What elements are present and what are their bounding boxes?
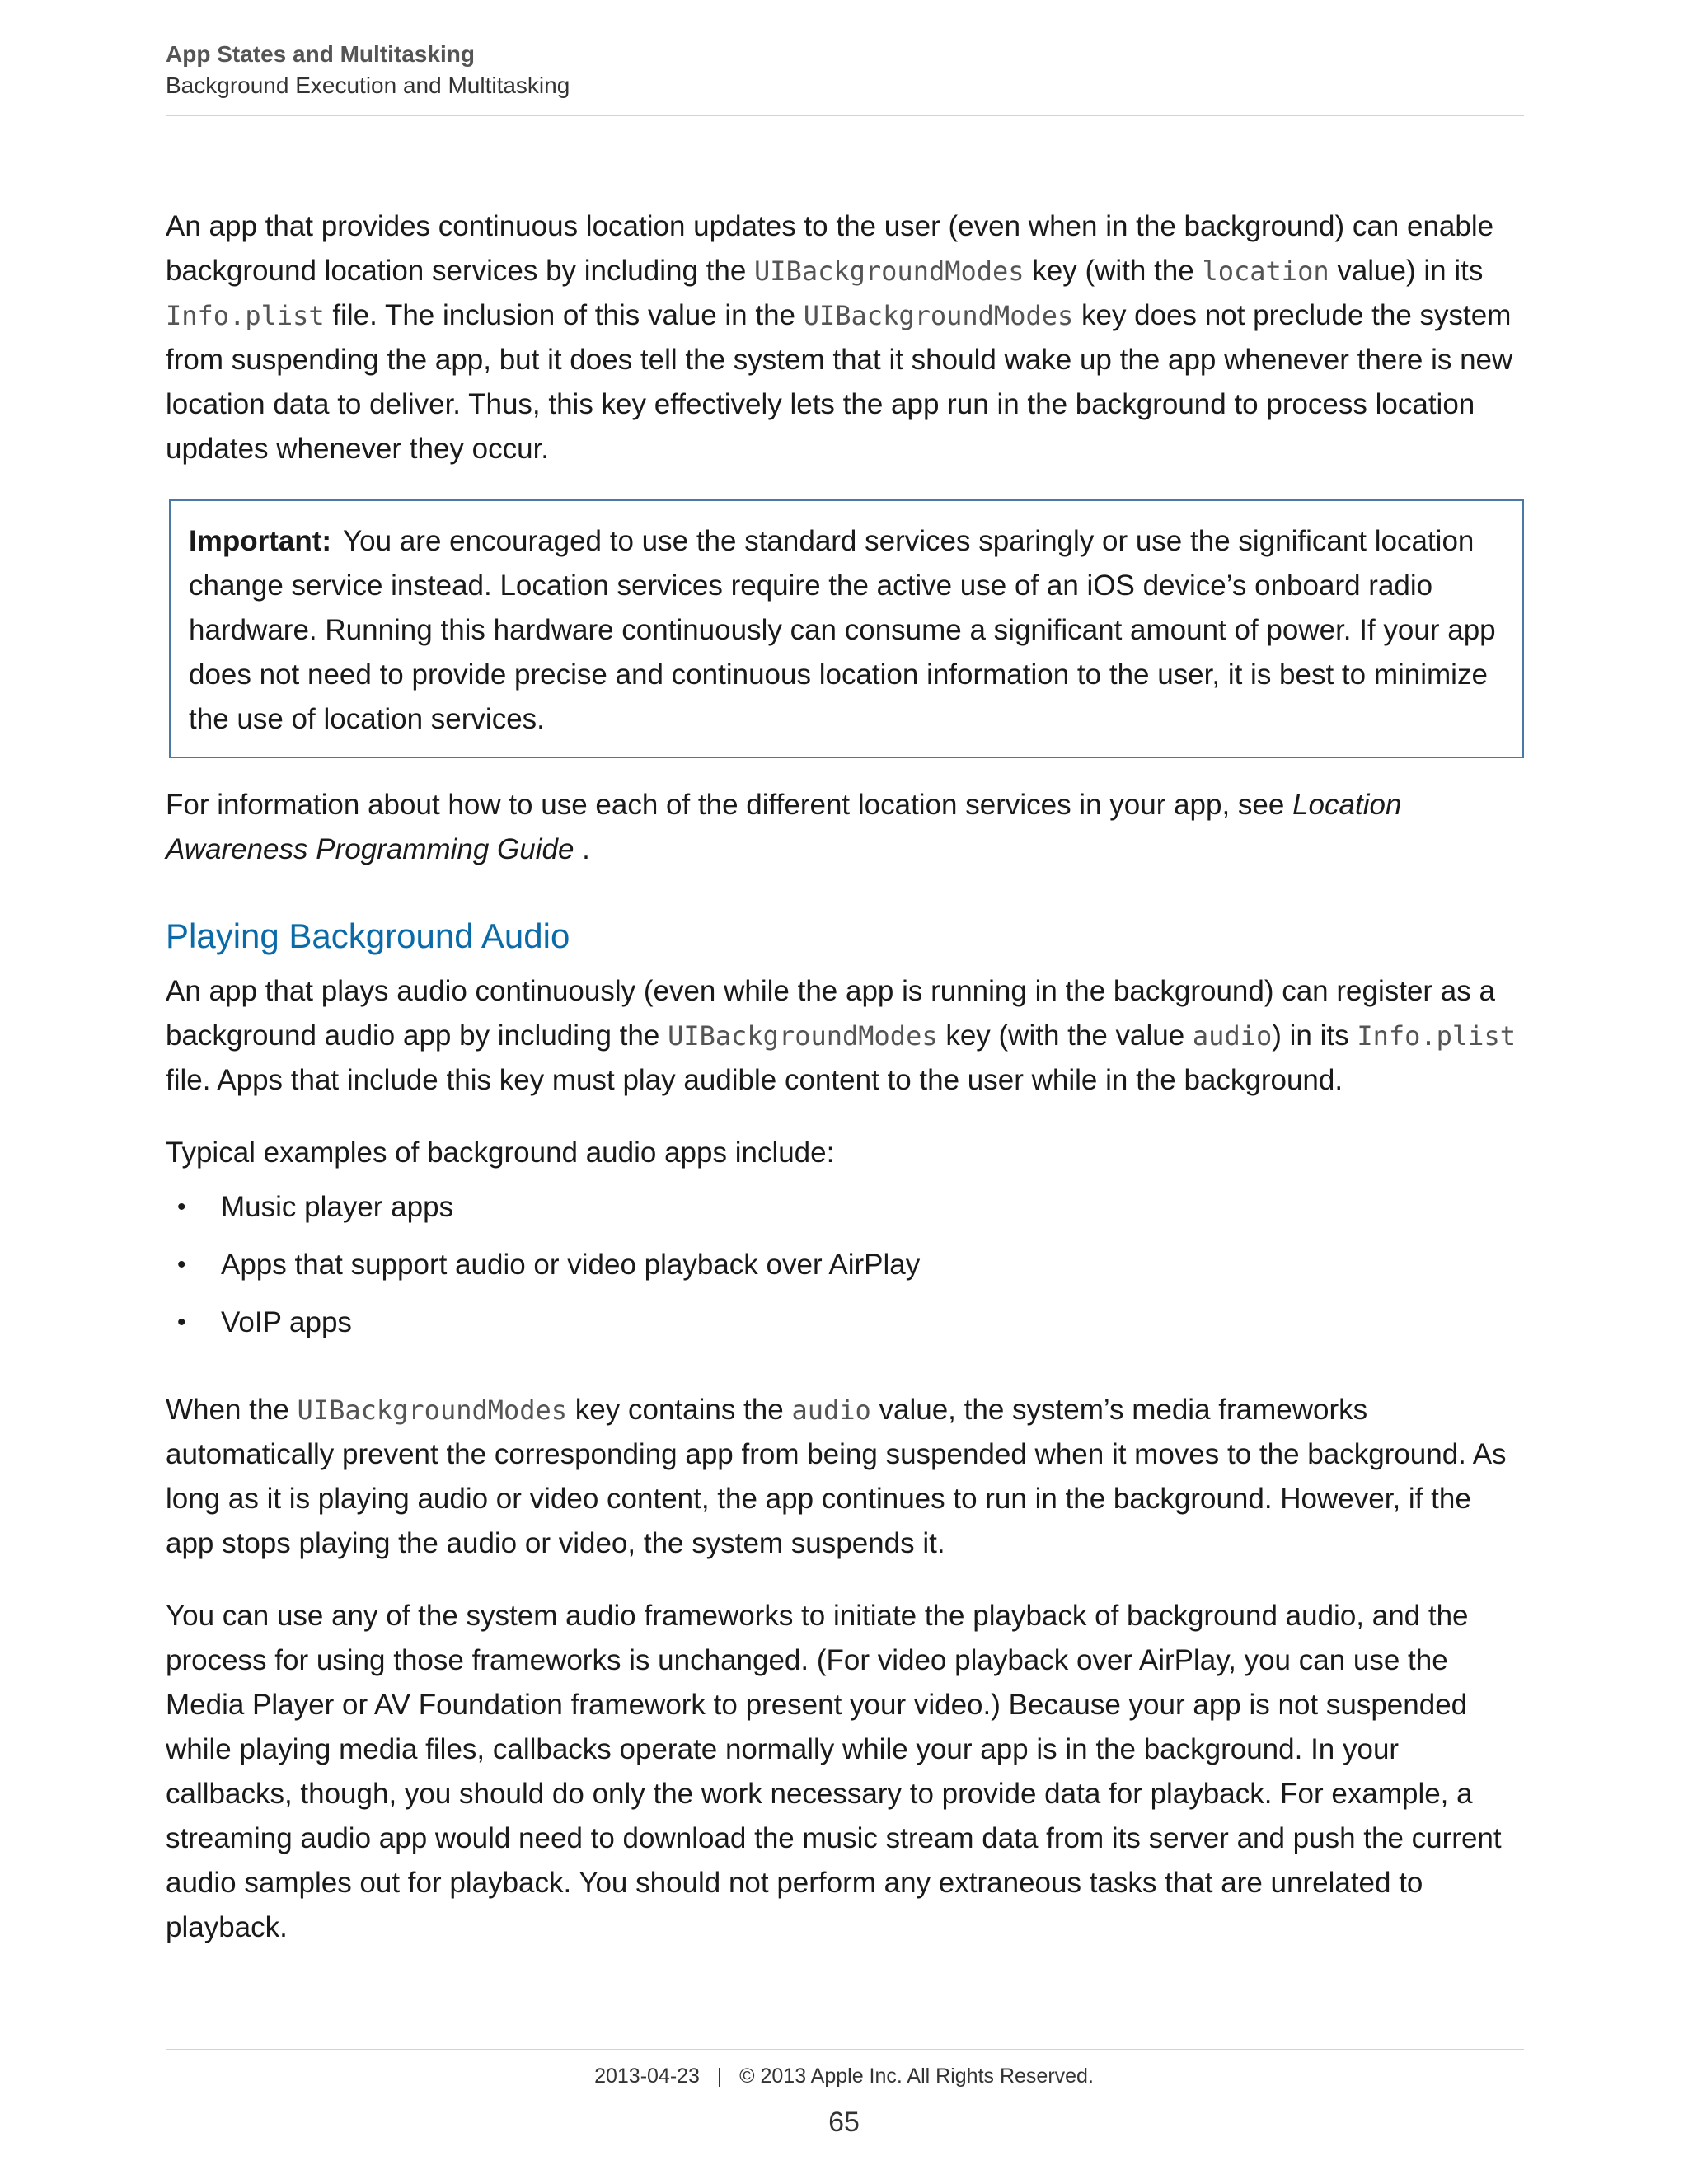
text-run: ) in its: [1272, 1019, 1357, 1052]
important-body: You are encouraged to use the standard services sparingly or use the significant location change service instead. Location services require the active use of an iOS device’s onboard radio hardware. Running this hardware continuously can consume a significant amount of power. If your app does not need to provide precise and continuous location information to the user, it is best to minimize the use of location services.: [189, 525, 1496, 735]
important-callout: [169, 499, 1524, 758]
main-content: [166, 204, 1524, 1950]
list-item: [166, 1301, 1524, 1345]
media-frameworks-paragraph: [166, 1388, 1524, 1566]
text-run: An app that plays audio continuously (even while the app is running in the background) can register as a background audio app by including the: [166, 975, 1495, 1052]
page-number: 65: [828, 2107, 860, 2138]
reference-paragraph: [166, 783, 1524, 872]
footer-copyright: 2013-04-23 | © 2013 Apple Inc. All Rights Reserved.: [594, 2064, 1094, 2088]
location-awareness-guide-link[interactable]: Location Awareness Programming Guide: [166, 789, 1402, 865]
text-run: key contains the: [567, 1394, 792, 1426]
intro-paragraph: [166, 204, 1524, 471]
section-heading-background-audio: Playing Background Audio: [166, 916, 570, 955]
code-audio: audio: [1192, 1020, 1273, 1052]
list-item-text: Apps that support audio or video playback over AirPlay: [221, 1249, 921, 1281]
examples-list: [166, 1185, 1524, 1345]
list-item: [166, 1243, 1524, 1287]
audio-frameworks-paragraph: You can use any of the system audio frameworks to initiate the playback of background audio, and the process for using those frameworks is unchanged. (For video playback over AirPlay, you can use the Media Player or AV Foundation framework to present your video.) Because your app is not suspended while playing media files, callbacks operate normally while your app is in the background. In your callbacks, though, you should do only the work necessary to provide data for playback. For example, a streaming audio app would need to download the music stream data from its server and push the current audio samples out for playback. You should not perform any extraneous tasks that are unrelated to playback.: [166, 1600, 1502, 1943]
code-uibackgroundmodes: UIBackgroundModes: [754, 255, 1025, 287]
important-label: Important:: [189, 525, 332, 557]
section-title: Background Execution and Multitasking: [166, 73, 570, 98]
text-run: value, the system’s media frameworks automatically prevent the corresponding app from being suspended when it moves to the background. As long as it is playing audio or video content, the app continues to run in the background. However, if the app stops playing the audio or video, the system suspends it.: [166, 1394, 1507, 1559]
text-run: value) in its: [1329, 255, 1484, 287]
header-divider: [166, 115, 1524, 116]
footer-divider: [166, 2049, 1524, 2050]
text-run: An app that provides continuous location updates to the user (even when in the background) can enable background location services by including the: [166, 210, 1494, 287]
code-info-plist: Info.plist: [1357, 1020, 1516, 1052]
chapter-title: App States and Multitasking: [166, 41, 475, 67]
text-run: file. The inclusion of this value in the: [324, 299, 804, 331]
code-info-plist: Info.plist: [166, 300, 325, 331]
bullet-icon: •: [177, 1193, 186, 1221]
code-audio: audio: [791, 1394, 871, 1426]
bullet-icon: •: [177, 1251, 186, 1278]
bullet-icon: •: [177, 1309, 186, 1336]
list-item-text: VoIP apps: [221, 1306, 352, 1338]
page-header: [166, 40, 1524, 102]
list-item-text: Music player apps: [221, 1191, 454, 1223]
text-run: key does not preclude the system from suspending the app, but it does tell the system that it should wake up the app whenever there is new location data to deliver. Thus, this key effectively lets the app run in the background to process location updates whenever they occur.: [166, 299, 1513, 465]
text-run: file. Apps that include this key must play audible content to the user while in the background.: [166, 1064, 1343, 1096]
text-run: For information about how to use each of the different location services in your app, see: [166, 789, 1293, 821]
examples-intro: Typical examples of background audio apps include:: [166, 1137, 835, 1169]
audio-paragraph: [166, 969, 1524, 1103]
code-uibackgroundmodes: UIBackgroundModes: [297, 1394, 568, 1426]
code-uibackgroundmodes: UIBackgroundModes: [803, 300, 1074, 331]
code-uibackgroundmodes: UIBackgroundModes: [668, 1020, 938, 1052]
list-item: [166, 1185, 1524, 1230]
text-run: key (with the: [1024, 255, 1203, 287]
text-run: .: [574, 833, 590, 865]
code-location: location: [1202, 255, 1329, 287]
text-run: key (with the value: [937, 1019, 1193, 1052]
important-text: [189, 519, 1506, 742]
text-run: When the: [166, 1394, 298, 1426]
